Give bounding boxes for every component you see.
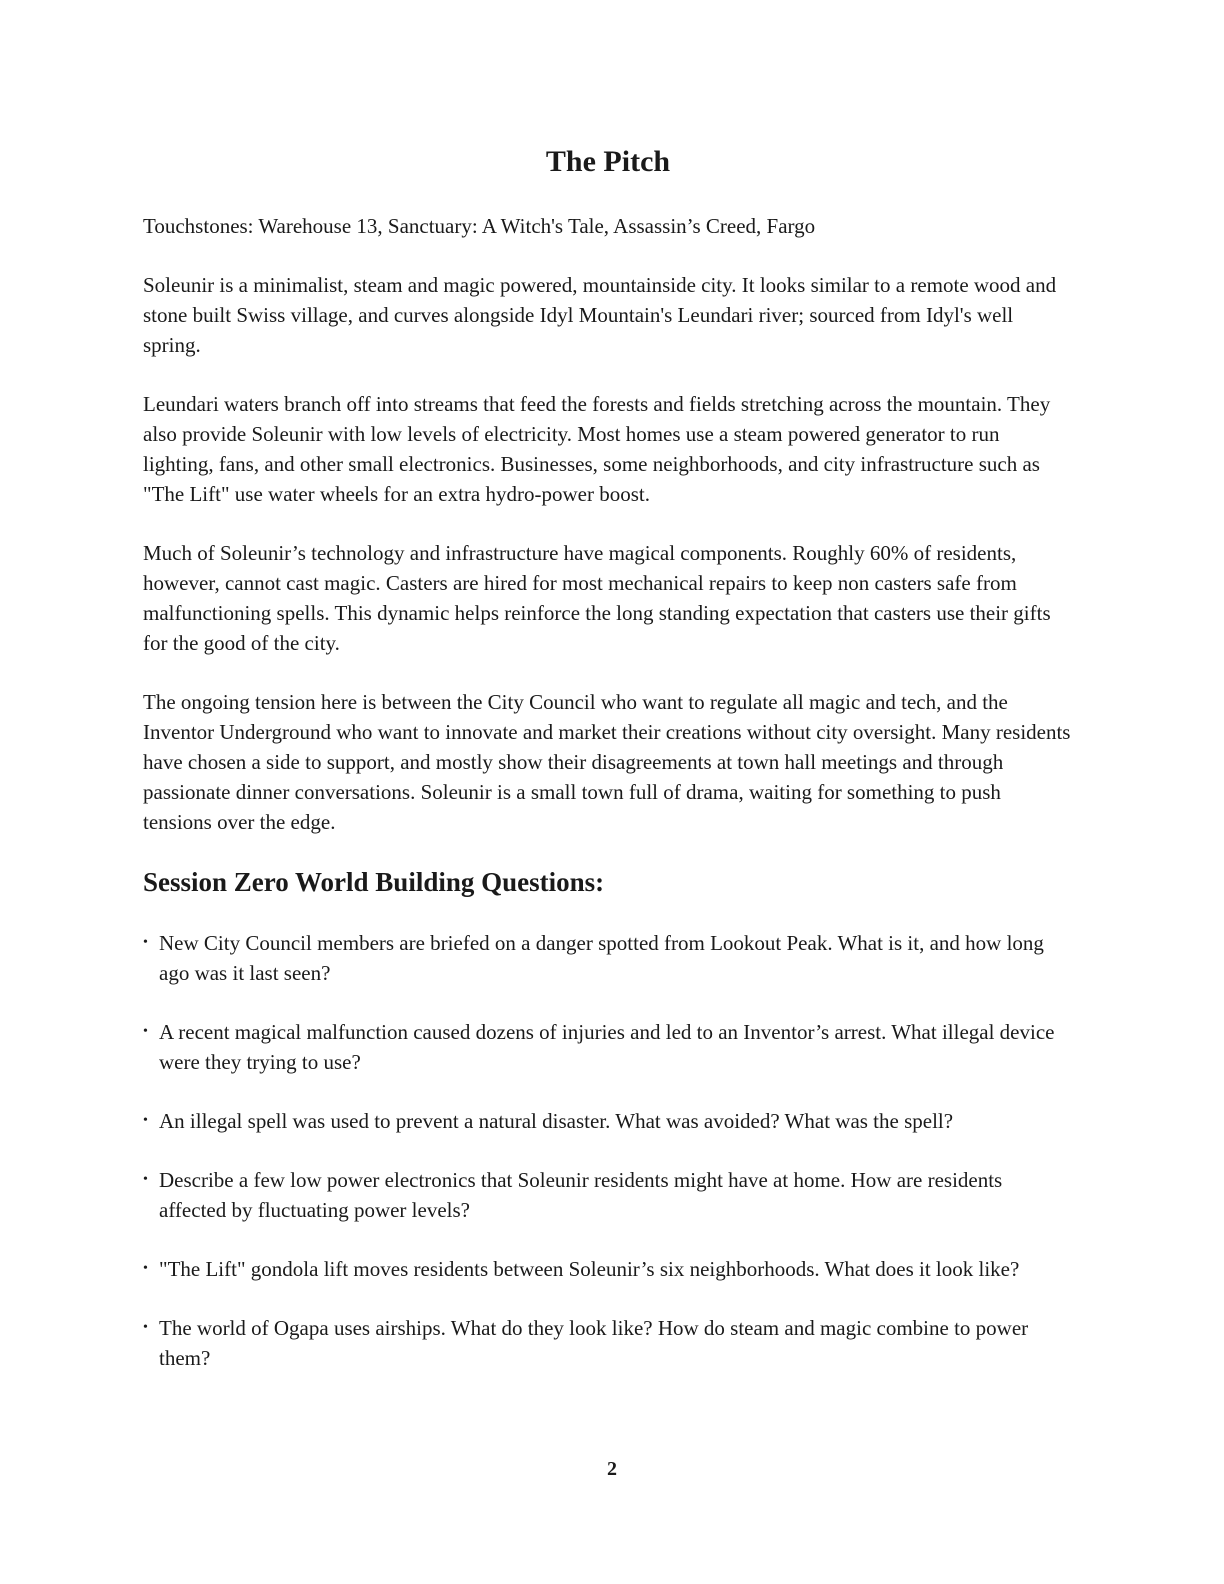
paragraph-ongoing-tension: The ongoing tension here is between the City Council who want to regulate all magic and tech, and the Inventor Underground who want to innovate and market their creations without city oversight. Many residents have chosen a side to support, and mostly show their disagreements at town hall meetings and through passionate dinner conversations. Soleunir is a small town full of drama, waiting for something to push tensions over the edge. (143, 690, 1071, 834)
list-item (143, 928, 1073, 988)
bullet-icon: • (143, 1261, 148, 1276)
question-text: Describe a few low power electronics that Soleunir residents might have at home. How are residents affected by fluctuating power levels? (159, 1168, 1003, 1222)
paragraph-waters-electricity: Leundari waters branch off into streams that feed the forests and fields stretching across the mountain. They also provide Soleunir with low levels of electricity. Most homes use a steam powered generator to run lighting, fans, and other small electronics. Businesses, some neighborhoods, and city infrastructure such as "The Lift" use water wheels for an extra hydro-power boost. (143, 392, 1051, 506)
questions-list (143, 928, 1073, 1373)
question-text: An illegal spell was used to prevent a natural disaster. What was avoided? What was the spell? (159, 1109, 954, 1133)
question-text: The world of Ogapa uses airships. What do they look like? How do steam and magic combine to power them? (159, 1316, 1029, 1370)
list-item (143, 1313, 1073, 1373)
bullet-icon: • (143, 1172, 148, 1187)
page-title: The Pitch (545, 145, 671, 178)
question-text: New City Council members are briefed on a danger spotted from Lookout Peak. What is it, and how long ago was it last seen? (159, 931, 1044, 985)
paragraph-magic-technology: Much of Soleunir’s technology and infrastructure have magical components. Roughly 60% of residents, however, cannot cast magic. Casters are hired for most mechanical repairs to keep non casters safe from malfunctioning spells. This dynamic helps reinforce the long standing expectation that casters use their gifts for the good of the city. (143, 541, 1051, 655)
question-text: A recent magical malfunction caused dozens of injuries and led to an Inventor’s arrest. What illegal device were they trying to use? (159, 1020, 1055, 1074)
list-item (143, 1017, 1073, 1077)
touchstones-line: Touchstones: Warehouse 13, Sanctuary: A Witch's Tale, Assassin’s Creed, Fargo (143, 214, 816, 238)
paragraph-city-description: Soleunir is a minimalist, steam and magic powered, mountainside city. It looks similar to a remote wood and stone built Swiss village, and curves alongside Idyl Mountain's Leundari river; sourced from Idyl's well spring. (143, 273, 1057, 357)
questions-heading: Session Zero World Building Questions: (143, 867, 605, 897)
list-item (143, 1106, 1073, 1136)
document-page (143, 140, 1073, 1402)
bullet-icon: • (143, 935, 148, 950)
bullet-icon: • (143, 1024, 148, 1039)
list-item (143, 1165, 1073, 1225)
list-item (143, 1254, 1073, 1284)
question-text: "The Lift" gondola lift moves residents between Soleunir’s six neighborhoods. What does it look like? (159, 1257, 1020, 1281)
bullet-icon: • (143, 1320, 148, 1335)
bullet-icon: • (143, 1113, 148, 1128)
page-number: 2 (607, 1458, 617, 1480)
